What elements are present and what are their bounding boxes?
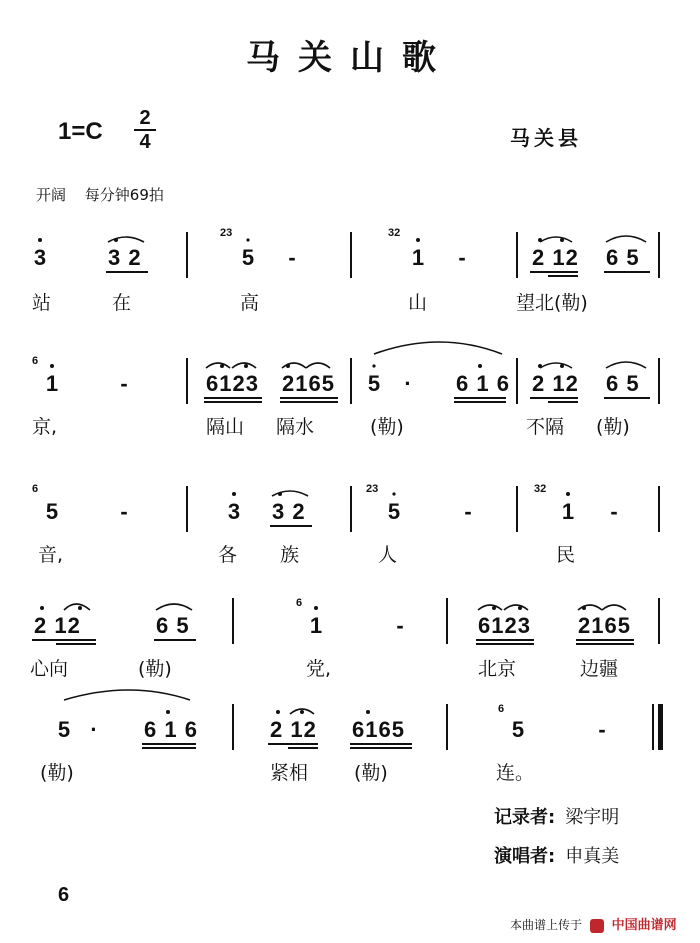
lyric: 各 (218, 544, 238, 566)
slur (272, 491, 308, 496)
lyric: (勒) (40, 762, 74, 784)
lyric: 紧相 (270, 762, 309, 784)
page-number: 6 (58, 884, 70, 906)
lyric: 隔山 (206, 416, 245, 438)
slur (602, 605, 626, 610)
note: 3 (33, 245, 47, 270)
grace-note: 6 (32, 483, 39, 495)
note-group: 6 1 6 (456, 371, 510, 396)
note-group: 6 1 6 (144, 717, 198, 742)
grace-note: 32 (388, 227, 401, 239)
slur (282, 363, 306, 368)
lyric: 京, (32, 416, 58, 438)
slur (478, 605, 502, 610)
lyric: 心向 (30, 658, 69, 680)
note-group: 6165 (352, 717, 405, 742)
note: 5 (241, 245, 255, 270)
singer-credit (494, 842, 619, 868)
note: 5 (57, 717, 71, 742)
key-signature: 1=C (58, 118, 103, 145)
singer-name: 申真美 (565, 846, 620, 867)
note-group: 6 5 (606, 371, 640, 396)
note-group: 2 12 (270, 717, 317, 742)
note: 1 (561, 499, 575, 524)
page-title: 马关山歌 (246, 38, 454, 78)
note-dash: - (458, 245, 466, 270)
note-dash: - (120, 499, 128, 524)
note-group: 2165 (282, 371, 335, 396)
note: 5 (45, 499, 59, 524)
slur (374, 342, 502, 354)
note-group: 3 2 (108, 245, 142, 270)
slur (232, 363, 256, 368)
grace-note: 32 (534, 483, 547, 495)
slur (64, 604, 90, 610)
lyric: (勒) (370, 416, 404, 438)
lyric: 边疆 (580, 658, 619, 680)
lyric: (勒) (138, 658, 172, 680)
note-dot: · (404, 371, 412, 396)
lyric: 音, (38, 544, 64, 566)
lyric: 望北(勒) (516, 292, 588, 314)
footer-site: 中国曲谱网 (611, 918, 677, 933)
time-signature-top: 2 (139, 107, 151, 129)
slur (306, 363, 330, 368)
lyric: 族 (280, 544, 300, 566)
note-group: 6 5 (606, 245, 640, 270)
recorder-label: 记录者: (494, 807, 556, 828)
slur (504, 605, 528, 610)
grace-note: 23 (366, 483, 379, 495)
slur (540, 237, 572, 242)
lyric: 人 (378, 544, 398, 566)
grace-note: 6 (296, 597, 303, 609)
lyric: (勒) (354, 762, 388, 784)
note: 5 (367, 371, 381, 396)
time-signature-bottom: 4 (139, 131, 151, 153)
slur (606, 362, 646, 368)
grace-note: 23 (220, 227, 233, 239)
lyric: 隔水 (276, 416, 315, 438)
note-group: 6123 (478, 613, 531, 638)
lyric: 不隔 (526, 416, 565, 438)
note-dash: - (464, 499, 472, 524)
note-group: 2165 (578, 613, 631, 638)
lyric: 在 (112, 292, 132, 314)
note-group: 6 5 (156, 613, 190, 638)
slur (64, 690, 190, 700)
slur (156, 604, 192, 610)
slur (206, 363, 230, 368)
footer-prefix: 本曲谱上传于 (510, 918, 583, 932)
note: 1 (309, 613, 323, 638)
note: 3 (227, 499, 241, 524)
lyric: 党, (306, 658, 332, 680)
note-dot: · (90, 717, 98, 742)
footer-watermark (510, 914, 677, 933)
note-group: 2 12 (532, 245, 579, 270)
slur (606, 236, 646, 242)
lyric: 民 (556, 544, 576, 566)
note: 1 (45, 371, 59, 396)
note-group: 3 2 (272, 499, 306, 524)
note-group: 2 12 (34, 613, 81, 638)
lyric: 山 (408, 292, 428, 314)
note-dash: - (120, 371, 128, 396)
lyric: (勒) (596, 416, 630, 438)
note: 5 (387, 499, 401, 524)
lyric: 北京 (478, 658, 517, 680)
note-group: 2 12 (532, 371, 579, 396)
note-group: 6123 (206, 371, 259, 396)
grace-note: 6 (498, 703, 505, 715)
note: 1 (411, 245, 425, 270)
note-dash: - (598, 717, 606, 742)
singer-label: 演唱者: (494, 846, 556, 867)
recorder-credit (494, 803, 619, 829)
note-dash: - (288, 245, 296, 270)
region-label: 马关县 (510, 126, 582, 150)
note-dash: - (396, 613, 404, 638)
slur (578, 605, 602, 610)
lyric: 高 (240, 292, 260, 314)
tempo-expression: 开阔 (36, 186, 67, 204)
lyric: 连。 (496, 762, 535, 784)
recorder-name: 梁宇明 (565, 807, 620, 828)
lyric: 站 (32, 292, 52, 314)
grace-note: 6 (32, 355, 39, 367)
note: 5 (511, 717, 525, 742)
note-dash: - (610, 499, 618, 524)
slur (108, 237, 144, 242)
site-logo-icon (590, 919, 604, 933)
tempo-speed: 每分钟69拍 (84, 186, 164, 204)
slur (540, 363, 572, 368)
